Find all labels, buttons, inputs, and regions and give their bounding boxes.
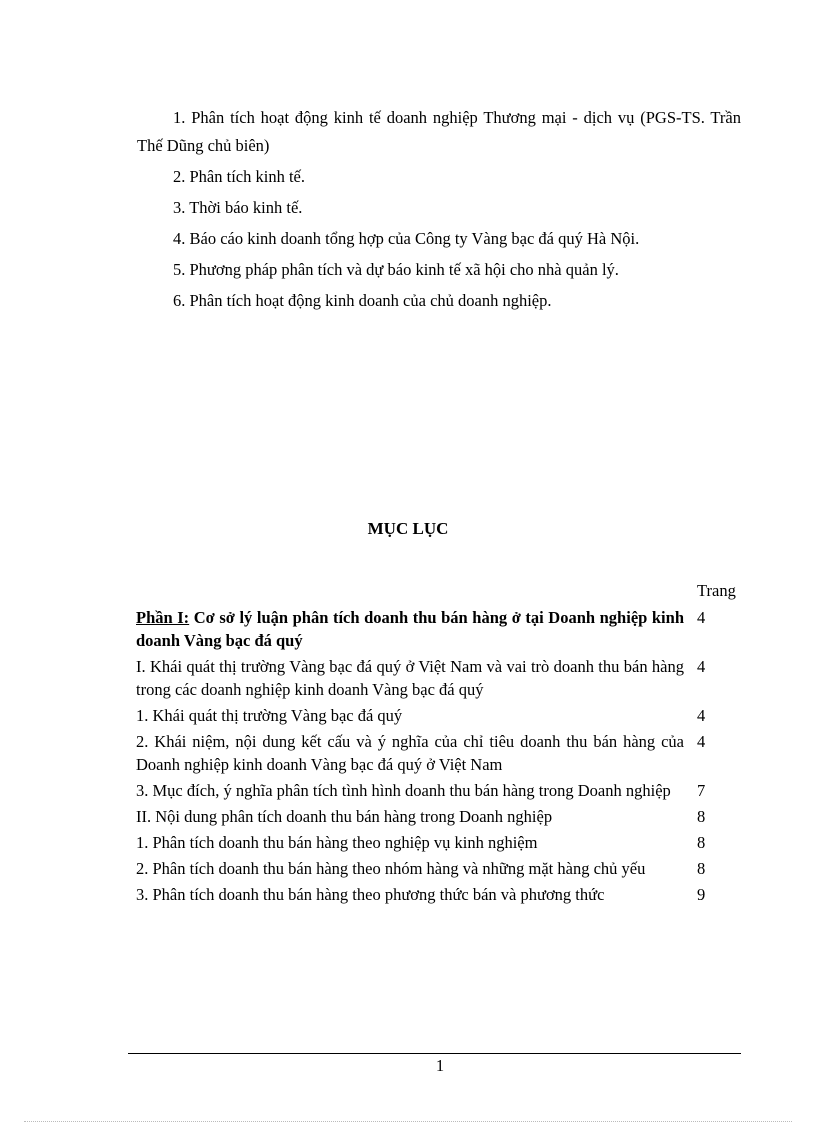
toc-entry-text: 1. Phân tích doanh thu bán hàng theo nghiệp vụ kinh nghiệm: [136, 833, 538, 852]
toc-row: [136, 805, 746, 828]
toc-entry-text: I. Khái quát thị trường Vàng bạc đá quý ở Việt Nam và vai trò doanh thu bán hàng trong các doanh nghiệp kinh doanh Vàng bạc đá quý: [136, 657, 684, 699]
part-label: Phần I:: [136, 608, 190, 627]
toc-page-number: 4: [697, 608, 706, 627]
toc-entry-text: 1. Khái quát thị trường Vàng bạc đá quý: [136, 706, 403, 725]
reference-item: 3. Thời báo kinh tế.: [173, 198, 303, 217]
toc-page-number: 8: [697, 833, 706, 852]
table-of-contents: [136, 606, 746, 909]
toc-page-number: 8: [697, 807, 706, 826]
toc-page-column-header: Trang: [697, 581, 736, 600]
page-edge-divider: [24, 1121, 792, 1122]
reference-item: 4. Báo cáo kinh doanh tổng hợp của Công ty Vàng bạc đá quý Hà Nội.: [173, 229, 640, 248]
reference-item: 2. Phân tích kinh tế.: [173, 167, 305, 186]
toc-entry-text: 3. Mục đích, ý nghĩa phân tích tình hình doanh thu bán hàng trong Doanh nghiệp: [136, 781, 671, 800]
toc-page-number: 4: [697, 657, 706, 676]
toc-entry-text: II. Nội dung phân tích doanh thu bán hàng trong Doanh nghiệp: [136, 807, 553, 826]
page-number: 1: [435, 1056, 445, 1075]
reference-item: 5. Phương pháp phân tích và dự báo kinh tế xã hội cho nhà quản lý.: [173, 260, 619, 279]
toc-entry-text: 2. Khái niệm, nội dung kết cấu và ý nghĩa của chỉ tiêu doanh thu bán hàng của Doanh nghiệp kinh doanh Vàng bạc đá quý ở Việt Nam: [136, 732, 684, 774]
toc-row: [136, 606, 746, 652]
toc-entry-text: [136, 606, 684, 652]
footer-divider: [128, 1053, 741, 1054]
toc-row: [136, 883, 746, 906]
toc-entry-text: 2. Phân tích doanh thu bán hàng theo nhóm hàng và những mặt hàng chủ yếu: [136, 859, 646, 878]
toc-row: [136, 655, 746, 701]
toc-page-number: 9: [697, 885, 706, 904]
toc-row: [136, 704, 746, 727]
toc-row: [136, 831, 746, 854]
part-title: Cơ sở lý luận phân tích doanh thu bán hàng ở tại Doanh nghiệp kinh doanh Vàng bạc đá quý: [136, 608, 684, 650]
toc-page-number: 4: [697, 732, 706, 751]
toc-entry-text: 3. Phân tích doanh thu bán hàng theo phương thức bán và phương thức: [136, 885, 605, 904]
toc-page-number: 7: [697, 781, 706, 800]
toc-title: MỤC LỤC: [367, 519, 449, 538]
reference-item: 6. Phân tích hoạt động kinh doanh của chủ doanh nghiệp.: [173, 291, 552, 310]
reference-list: [137, 104, 741, 318]
reference-item: 1. Phân tích hoạt động kinh tế doanh nghiệp Thương mại - dịch vụ (PGS-TS. Trần Thế Dũng chủ biên): [137, 108, 741, 155]
toc-row: [136, 857, 746, 880]
toc-row: [136, 779, 746, 802]
toc-page-number: 4: [697, 706, 706, 725]
toc-page-number: 8: [697, 859, 706, 878]
toc-row: [136, 730, 746, 776]
